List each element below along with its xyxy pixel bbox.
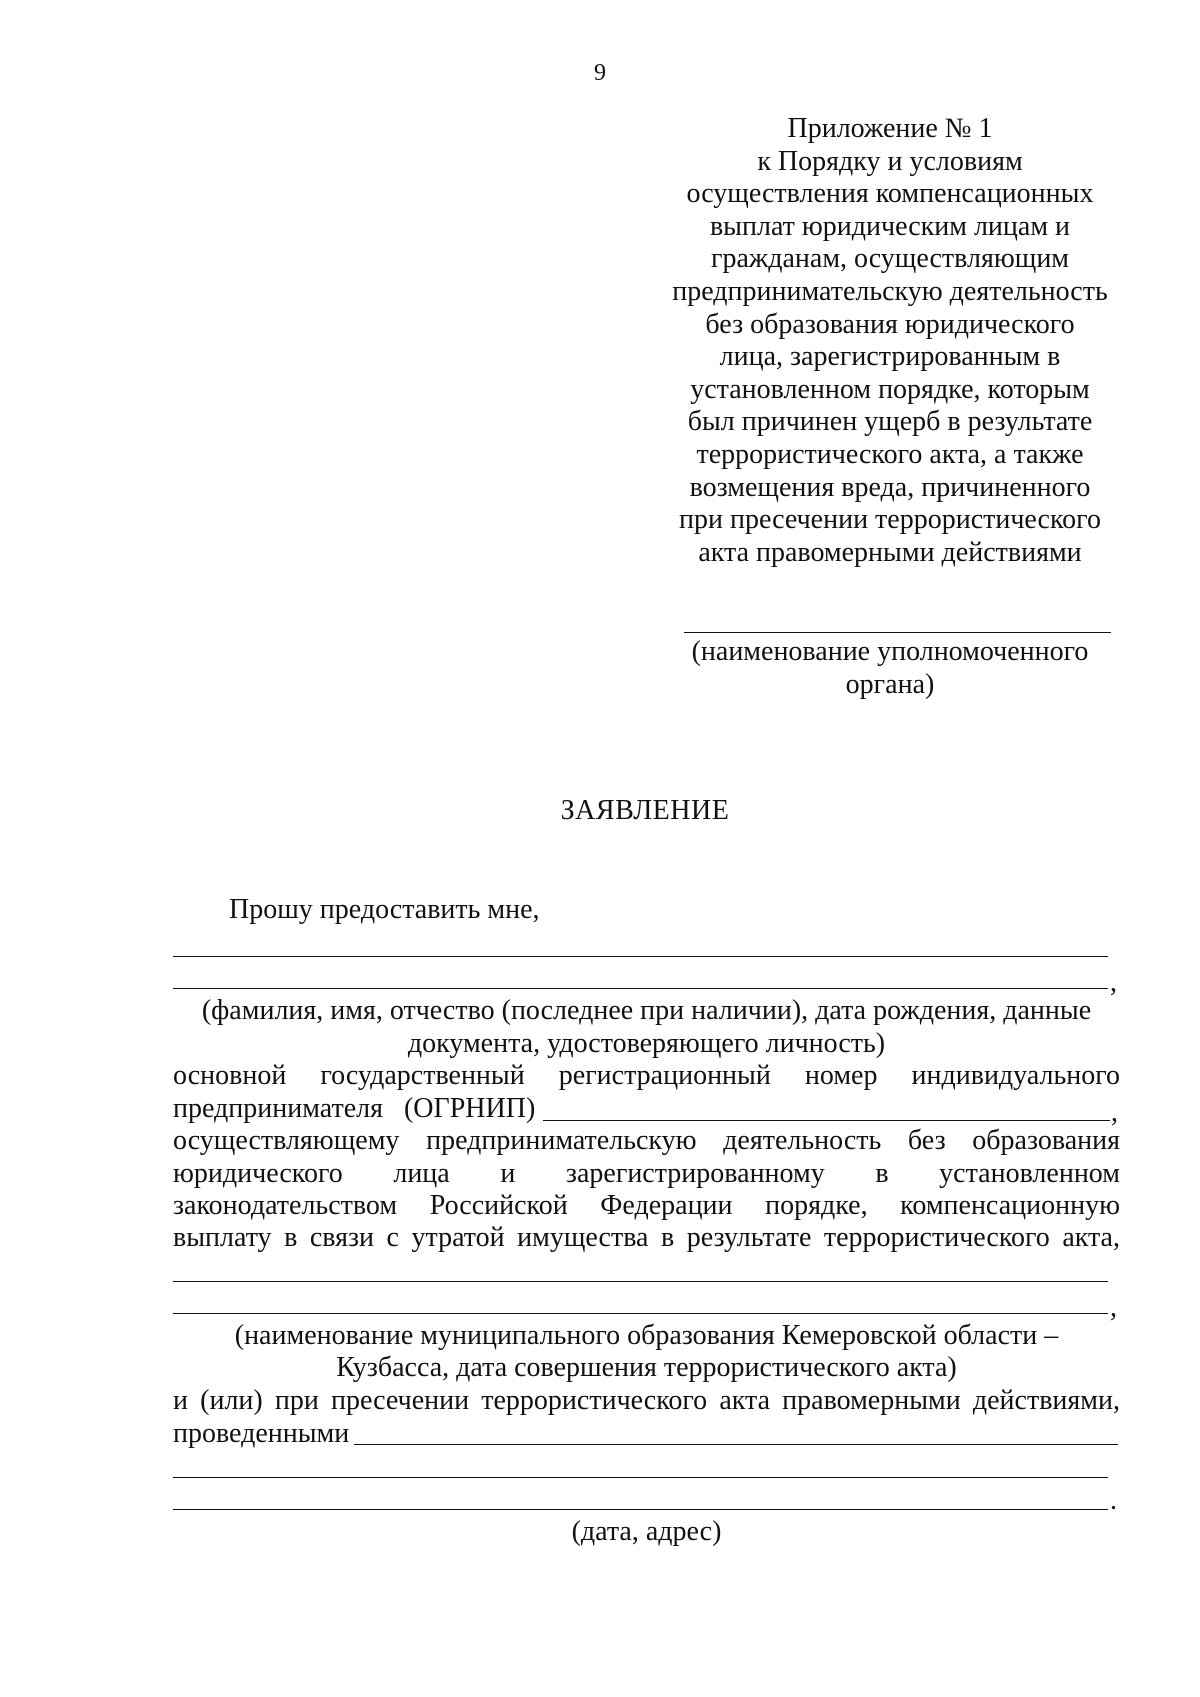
date-caption: (дата, адрес) xyxy=(571,1516,722,1547)
suppression-blank-line[interactable] xyxy=(173,1509,1108,1510)
applicant-blank-line[interactable] xyxy=(173,988,1108,989)
municipality-caption-line: Кузбасса, дата совершения террористического акта) xyxy=(336,1352,957,1383)
document-title: ЗАЯВЛЕНИЕ xyxy=(560,795,730,826)
appendix-header xyxy=(660,113,1120,569)
comma-mark: , xyxy=(1110,967,1117,998)
person-caption-line: документа, удостоверяющего личность) xyxy=(407,1028,886,1059)
appendix-line: возмещения вреда, причиненного xyxy=(689,471,1091,503)
person-caption-line: (фамилия, имя, отчество (последнее при наличии), дата рождения, данные xyxy=(201,995,1092,1026)
page-number: 9 xyxy=(594,60,606,86)
paragraph-line: осуществляющему предпринимательскую деятельность без образования xyxy=(173,1125,1120,1156)
paragraph-line: выплату в связи с утратой имущества в результате террористического акта, xyxy=(173,1222,1120,1253)
municipality-caption-line: (наименование муниципального образования Кемеровской области – xyxy=(234,1320,1059,1351)
authority-blank-line[interactable] xyxy=(684,632,1111,633)
appendix-line: к Порядку и условиям xyxy=(757,145,1023,177)
ogrnip-blank-line[interactable] xyxy=(543,1120,1110,1121)
municipality-blank-line[interactable] xyxy=(173,1281,1108,1282)
appendix-line: при пресечении террористического xyxy=(679,504,1101,536)
applicant-blank-line[interactable] xyxy=(173,956,1108,957)
authority-caption-line: (наименование уполномоченного xyxy=(691,636,1089,667)
paragraph-line: законодательством Российской Федерации порядке, компенсационную xyxy=(173,1190,1120,1221)
ogrnip-text-line: основной государственный регистрационный номер индивидуального xyxy=(173,1060,1120,1091)
suppression-line: и (или) при пресечении террористического акта правомерными действиями, xyxy=(173,1385,1120,1416)
suppression-blank-line[interactable] xyxy=(354,1444,1118,1445)
appendix-line: Приложение № 1 xyxy=(787,113,993,144)
comma-mark: , xyxy=(1110,1292,1117,1323)
authority-caption-line: органа) xyxy=(845,669,935,700)
appendix-line: осуществления компенсационных xyxy=(686,178,1094,210)
municipality-blank-line[interactable] xyxy=(173,1313,1108,1314)
appendix-line: установленном порядке, которым xyxy=(690,373,1090,405)
appendix-line: без образования юридического xyxy=(705,308,1075,340)
appendix-line: гражданам, осуществляющим xyxy=(710,243,1070,275)
period-mark: . xyxy=(1110,1485,1117,1516)
comma-mark: , xyxy=(1111,1097,1118,1128)
ogrnip-label: предпринимателя (ОГРНИП) xyxy=(173,1093,536,1124)
appendix-line: террористического акта, а также xyxy=(696,438,1084,470)
appendix-line: выплат юридическим лицам и xyxy=(709,210,1071,242)
request-text: Прошу предоставить мне, xyxy=(229,894,540,925)
suppression-label: проведенными xyxy=(173,1418,350,1449)
appendix-line: был причинен ущерб в результате xyxy=(687,406,1093,438)
authority-caption xyxy=(660,635,1120,701)
suppression-blank-line[interactable] xyxy=(173,1477,1108,1478)
appendix-line: предпринимательскую деятельность xyxy=(672,275,1108,307)
appendix-line: лица, зарегистрированным в xyxy=(719,341,1061,373)
appendix-line: акта правомерными действиями xyxy=(698,536,1082,568)
paragraph-line: юридического лица и зарегистрированному в установленном xyxy=(173,1158,1120,1189)
